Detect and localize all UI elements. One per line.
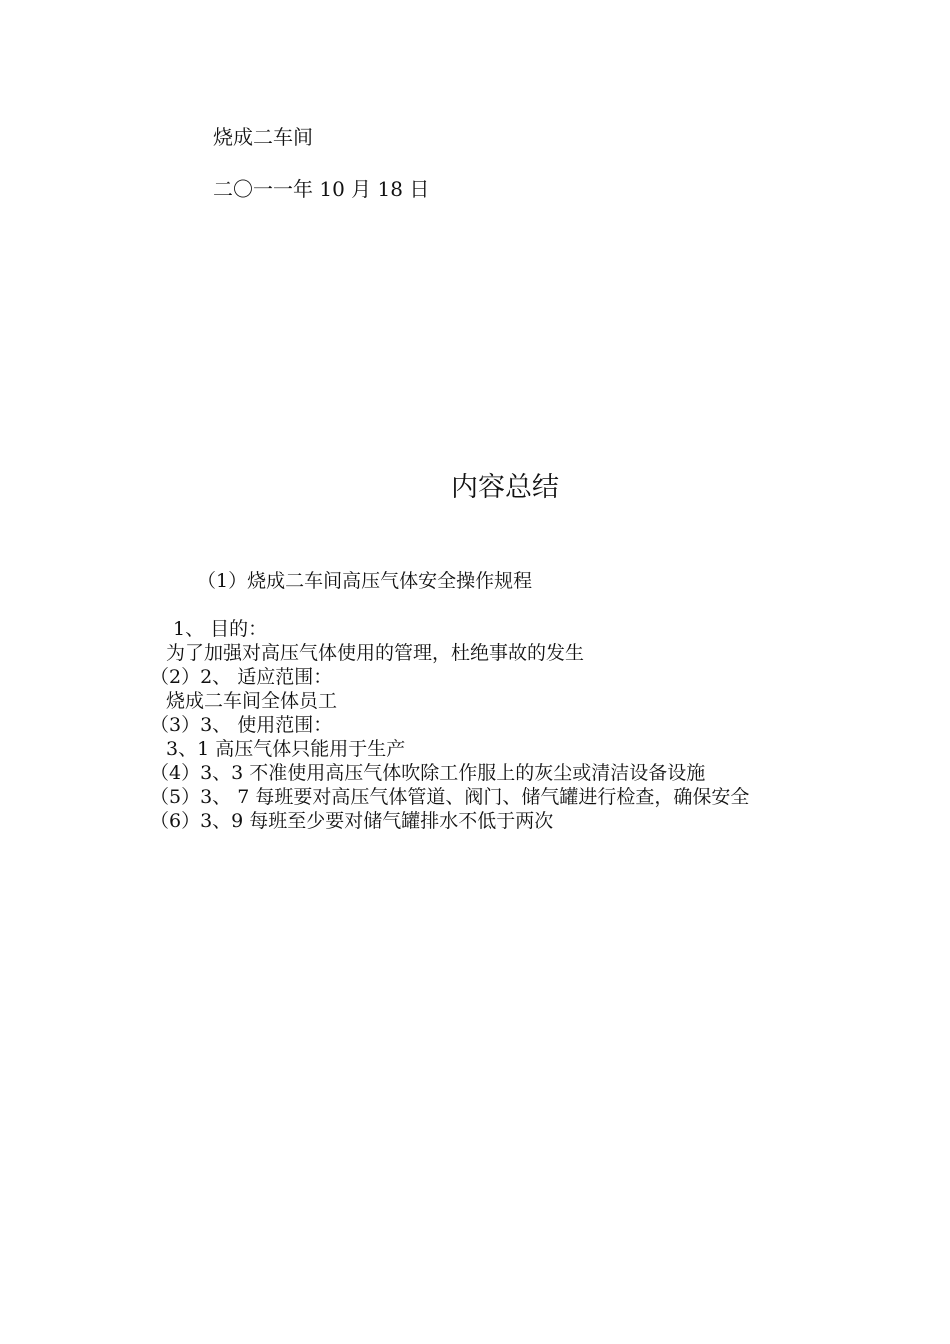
summary-line: （3）3、 使用范围： — [150, 714, 333, 736]
summary-line: 烧成二车间全体员工 — [166, 690, 338, 712]
summary-line: （6）3、9 每班至少要对储气罐排水不低于两次 — [150, 810, 554, 832]
summary-heading-line: （1）烧成二车间高压气体安全操作规程 — [197, 570, 533, 592]
document-date: 二〇一一年 10 月 18 日 — [213, 177, 430, 201]
summary-line: 1、 目的： — [173, 618, 268, 640]
summary-line: （2）2、 适应范围： — [150, 666, 333, 688]
summary-line: （4）3、3 不准使用高压气体吹除工作服上的灰尘或清洁设备设施 — [150, 762, 706, 784]
summary-line: 为了加强对高压气体使用的管理，杜绝事故的发生 — [166, 642, 585, 664]
summary-title: 内容总结 — [451, 472, 559, 503]
summary-line: 3、1 高压气体只能用于生产 — [166, 738, 406, 760]
department-name: 烧成二车间 — [213, 125, 313, 149]
summary-line: （5）3、 7 每班要对高压气体管道、阀门、储气罐进行检查，确保安全 — [150, 786, 750, 808]
